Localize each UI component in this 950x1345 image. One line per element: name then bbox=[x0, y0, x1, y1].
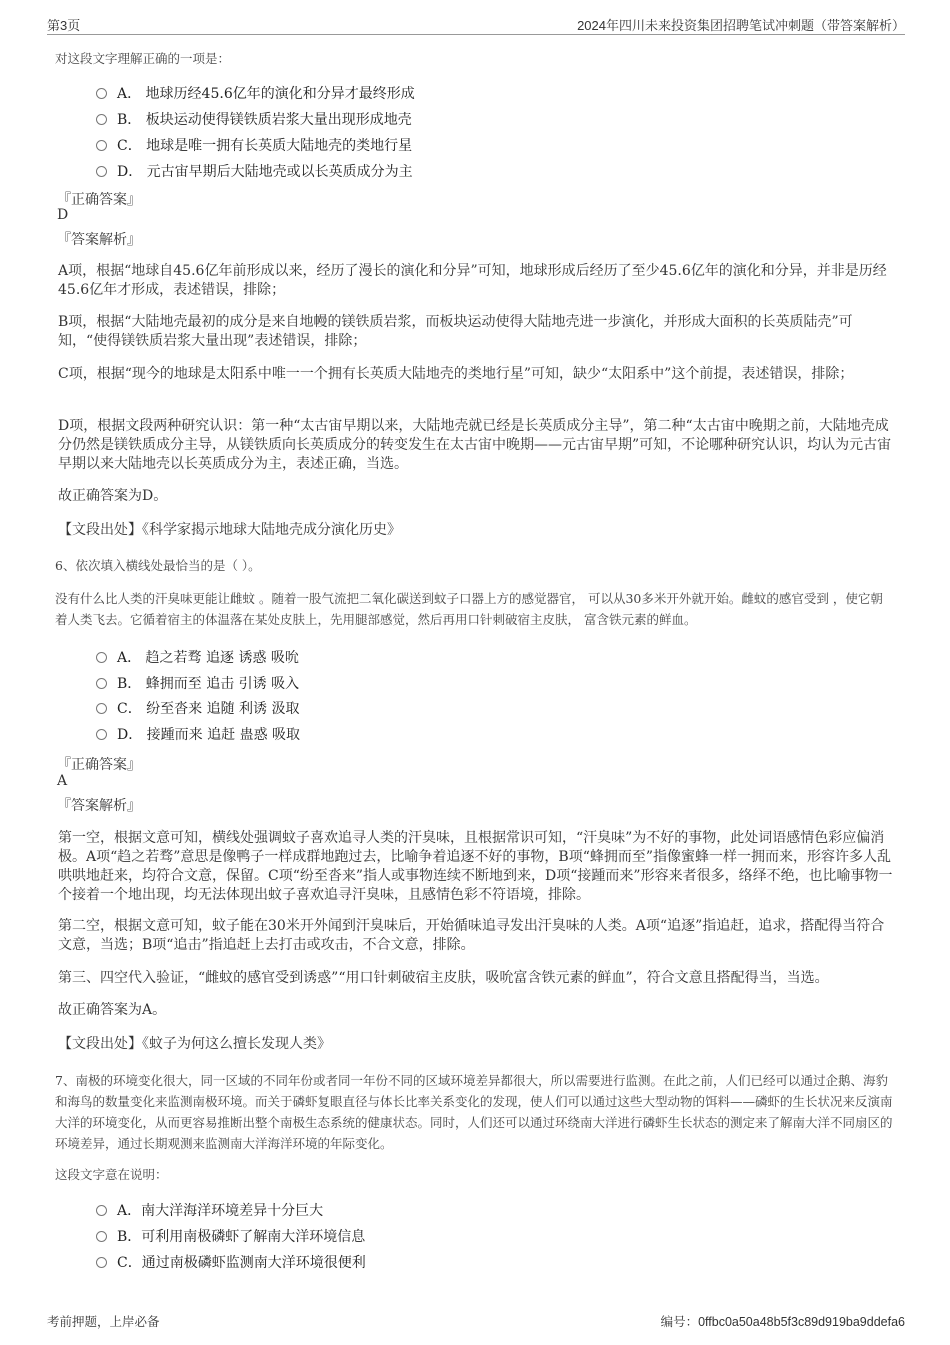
q5-analysis-a: A项，根据“地球自45.6亿年前形成以来，经历了漫长的演化和分异”可知，地球形成后经历了至少45.6亿年的演化和分异，并非是历经45.6亿年才形成，表述错误，排除； bbox=[58, 263, 887, 298]
radio-icon[interactable] bbox=[96, 114, 107, 125]
radio-icon[interactable] bbox=[96, 1205, 107, 1216]
q6-option-a[interactable]: A． 趋之若骛 追逐 诱惑 吸吮 bbox=[96, 647, 299, 667]
footer-slogan: 考前押题，上岸必备 bbox=[47, 1315, 160, 1329]
radio-icon[interactable] bbox=[96, 1231, 107, 1242]
q6-analysis-first: 第一空，根据文意可知，横线处强调蚊子喜欢追寻人类的汗臭味，且根据常识可知，“汗臭味”为不好的事物，此处词语感情色彩应偏消极。A项“趋之若骛”意思是像鸭子一样成群地跑过去，比喻争着追逐不好的事物，B项“蜂拥而至”指像蜜蜂一样一拥而来，形容许多人乱哄哄地赶来，均符合文意，保留。C项“纷至沓来”指人或事物连续不断地到来，D项“接踵而来”形容来者很多，络绎不绝，也比喻事物一个接着一个地出现，均无法体现出蚊子喜欢追寻汗臭味，且感情色彩不符语境，排除。 bbox=[58, 830, 893, 903]
q7-option-c[interactable]: C．通过南极磷虾监测南大洋环境很便利 bbox=[96, 1252, 366, 1272]
q5-prompt: 对这段文字理解正确的一项是： bbox=[55, 51, 231, 66]
q6-prompt: 6、依次填入横线处最恰当的是（ ）。 bbox=[55, 558, 261, 573]
q6-analysis-label: 『答案解析』 bbox=[57, 798, 141, 814]
q5-analysis-label: 『答案解析』 bbox=[57, 232, 141, 248]
q6-option-c[interactable]: C． 纷至沓来 追随 利诱 汲取 bbox=[96, 698, 300, 718]
q5-analysis-b: B项，根据“大陆地壳最初的成分是来自地幔的镁铁质岩浆，而板块运动使得大陆地壳进一步演化，并形成大面积的长英质陆壳”可知，“使得镁铁质岩浆大量出现”表述错误，排除； bbox=[58, 314, 853, 349]
page-footer bbox=[47, 1312, 905, 1332]
q5-source: 【文段出处】《科学家揭示地球大陆地壳成分演化历史》 bbox=[58, 522, 401, 538]
q6-option-d[interactable]: D． 接踵而来 追赶 蛊惑 吸取 bbox=[96, 724, 300, 744]
radio-icon[interactable] bbox=[96, 729, 107, 740]
document-code: 编号：0ffbc0a50a48b5f3c89d919ba9ddefa6 bbox=[660, 1315, 905, 1329]
q6-answer: A bbox=[57, 773, 68, 789]
q7-prompt: 这段文字意在说明： bbox=[55, 1167, 168, 1182]
q7-passage: 7、南极的环境变化很大，同一区域的不同年份或者同一年份不同的区域环境差异都很大，所以需要进行监测。在此之前，人们已经可以通过企鹅、海豹和海鸟的数量变化来监测南极环境。而关于磷虾复眼直径与体长比率关系变化的发现，使人们可以通过这些大型动物的饵料——磷虾的生长状况来反演南大洋的环境变化，从而更容易推断出整个南极生态系统的健康状态。同时，人们还可以通过环绕南大洋进行磷虾生长状态的测定来了解南大洋不同扇区的环境差异，通过长期观测来监测南大洋海洋环境的年际变化。 bbox=[55, 1073, 893, 1151]
page-header bbox=[47, 14, 905, 35]
document-title: 2024年四川未来投资集团招聘笔试冲刺题（带答案解析） bbox=[577, 18, 905, 33]
q6-answer-label: 『正确答案』 bbox=[57, 757, 141, 773]
radio-icon[interactable] bbox=[96, 88, 107, 99]
radio-icon[interactable] bbox=[96, 1257, 107, 1268]
q5-analysis-d: D项，根据文段两种研究认识：第一种“太古宙早期以来，大陆地壳就已经是长英质成分主导”，第二种“太古宙中晚期之前，大陆地壳成分仍然是镁铁质成分主导，从镁铁质向长英质成分的转变发生在太古宙中晚期——元古宙早期”可知，不论哪种研究认识，均认为元古宙早期以来大陆地壳以长英质成分为主，表述正确，当选。 bbox=[58, 418, 892, 472]
q6-source: 【文段出处】《蚊子为何这么擅长发现人类》 bbox=[58, 1036, 331, 1052]
radio-icon[interactable] bbox=[96, 678, 107, 689]
q6-passage: 没有什么比人类的汗臭味更能让雌蚊 。随着一股气流把二氧化碳送到蚊子口器上方的感觉器官， 可以从30多米开外就开始。雌蚊的感官受到 ，使它朝着人类飞去。它循着宿主的体温落在某处皮肤上，先用腿部感觉，然后再用口针刺破宿主皮肤， 富含铁元素的鲜血。 bbox=[55, 591, 883, 627]
q6-conclusion: 故正确答案为A。 bbox=[58, 1002, 167, 1018]
radio-icon[interactable] bbox=[96, 140, 107, 151]
radio-icon[interactable] bbox=[96, 652, 107, 663]
q7-option-b[interactable]: B．可利用南极磷虾了解南大洋环境信息 bbox=[96, 1226, 365, 1246]
page-number: 第3页 bbox=[47, 18, 81, 33]
q6-analysis-third: 第三、四空代入验证，“雌蚊的感官受到诱惑”“用口针刺破宿主皮肤，吸吮富含铁元素的鲜血”，符合文意且搭配得当，当选。 bbox=[58, 970, 829, 986]
q5-answer: D bbox=[57, 207, 69, 223]
q7-option-a[interactable]: A．南大洋海洋环境差异十分巨大 bbox=[96, 1200, 323, 1220]
q5-option-b[interactable]: B． 板块运动使得镁铁质岩浆大量出现形成地壳 bbox=[96, 109, 412, 129]
q5-option-d[interactable]: D． 元古宙早期后大陆地壳或以长英质成分为主 bbox=[96, 161, 413, 181]
q6-option-b[interactable]: B． 蜂拥而至 追击 引诱 吸入 bbox=[96, 673, 299, 693]
q5-conclusion: 故正确答案为D。 bbox=[58, 488, 168, 504]
q5-option-a[interactable]: A． 地球历经45.6亿年的演化和分异才最终形成 bbox=[96, 83, 415, 103]
q5-analysis-c: C项，根据“现今的地球是太阳系中唯一一个拥有长英质大陆地壳的类地行星”可知，缺少“太阳系中”这个前提，表述错误，排除； bbox=[58, 366, 854, 382]
q6-analysis-second: 第二空，根据文意可知，蚊子能在30米开外闻到汗臭味后，开始循味追寻发出汗臭味的人类。A项“追逐”指追赶，追求，搭配得当符合文意，当选；B项“追击”指追赶上去打击或攻击，不合文意，排除。 bbox=[58, 918, 885, 953]
q5-option-c[interactable]: C． 地球是唯一拥有长英质大陆地壳的类地行星 bbox=[96, 135, 412, 155]
q5-answer-label: 『正确答案』 bbox=[57, 192, 141, 208]
radio-icon[interactable] bbox=[96, 166, 107, 177]
radio-icon[interactable] bbox=[96, 703, 107, 714]
